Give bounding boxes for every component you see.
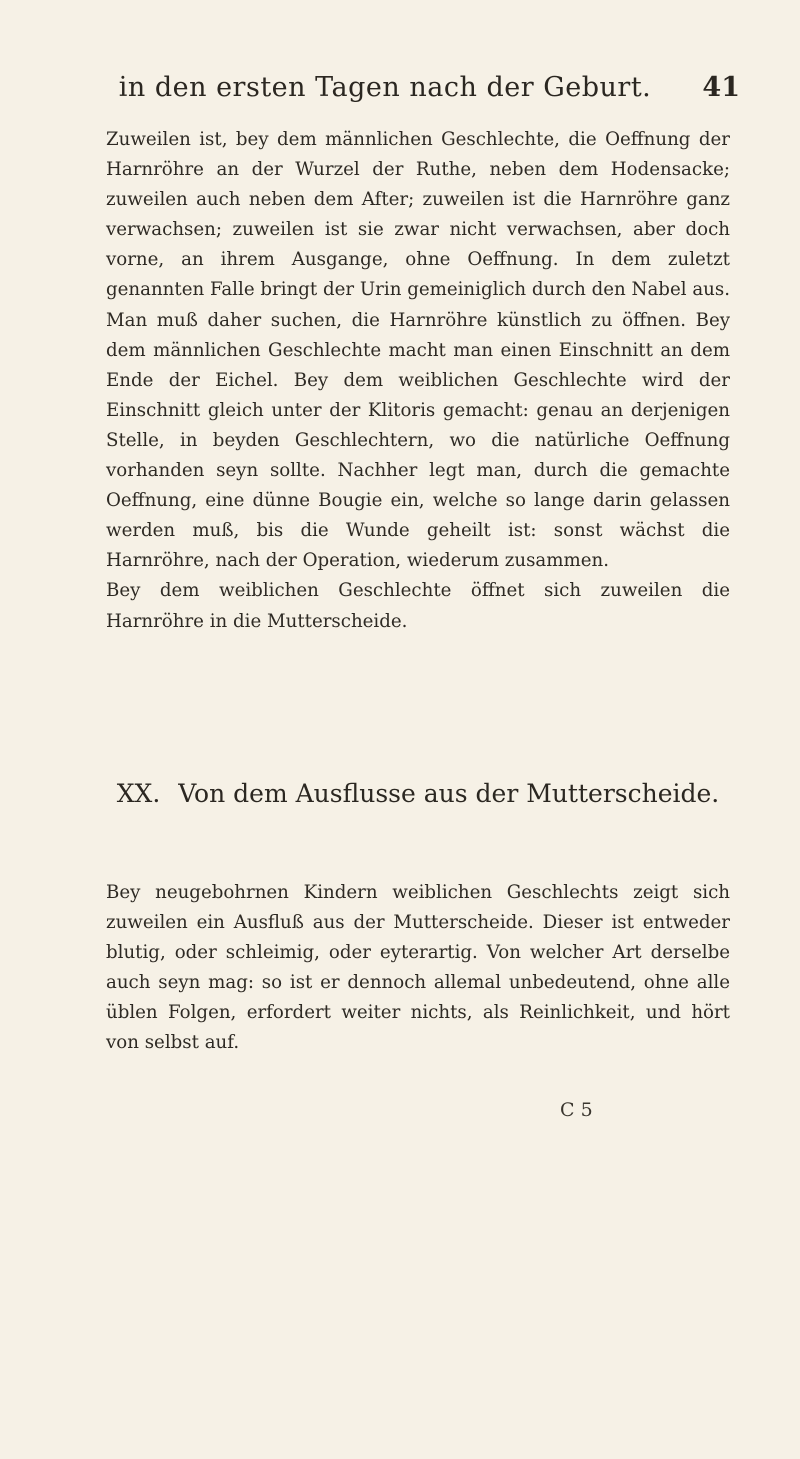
running-head xyxy=(90,66,740,106)
running-title: in den ersten Tagen nach der Geburt. xyxy=(118,72,652,103)
body-text xyxy=(106,125,730,637)
section-title: Von dem Ausflusse aus der Mutterscheide. xyxy=(178,779,720,808)
paragraph-2: Bey dem weiblichen Geschlechte öffnet sich zuweilen die Harnröhre in die Mutterscheide. xyxy=(106,580,730,632)
section-text xyxy=(106,878,730,1059)
page-number: 41 xyxy=(702,72,740,103)
section-heading xyxy=(106,775,730,813)
paragraph-1: Zuweilen ist, bey dem männlichen Geschlechte, die Oeffnung der Harnröhre an der Wurzel der Ruthe, neben dem Hodensacke; zuweilen auch neben dem After; zuweilen ist die Harnröhre ganz verwachsen; zuweilen ist sie zwar nicht verwachsen, aber doch vorne, an ihrem Ausgange, ohne Oeffnung. In dem zuletzt genannten Falle bringt der Urin gemeiniglich durch den Nabel aus. Man muß daher suchen, die Harnröhre künstlich zu öffnen. Bey dem männlichen Geschlechte macht man einen Einschnitt an dem Ende der Eichel. Bey dem weiblichen Geschlechte wird der Einschnitt gleich unter der Klitoris gemacht: genau an derjenigen Stelle, in beyden Geschlechtern, wo die natürliche Oeffnung vorhanden seyn sollte. Nachher legt man, durch die gemachte Oeffnung, eine dünne Bougie ein, welche so lange darin gelassen werden muß, bis die Wunde geheilt ist: sonst wächst die Harnröhre, nach der Operation, wiederum zusammen. xyxy=(106,129,730,572)
section-number: XX. xyxy=(116,779,161,808)
signature-mark: C 5 xyxy=(560,1099,593,1121)
section-paragraph: Bey neugebohrnen Kindern weiblichen Geschlechts zeigt sich zuweilen ein Ausfluß aus der Mutterscheide. Dieser ist entweder blutig, oder schleimig, oder eyterartig. Von welcher Art derselbe auch seyn mag: so ist er dennoch allemal unbedeutend, ohne alle üblen Folgen, erfordert weiter nichts, als Reinlichkeit, und hört von selbst auf. xyxy=(106,882,730,1054)
